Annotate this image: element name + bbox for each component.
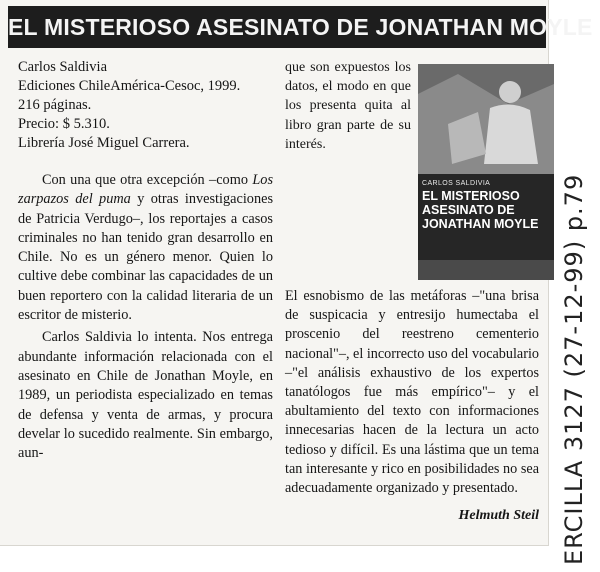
paragraph-2: Carlos Saldivia lo intenta. Nos entrega abundante información relacionada con el asesinato en Chile de Jonathan Moyle, en 1989, un periodista especializado en temas de defensa y venta de armas, y procura develar lo sucedido realmente. Sin embargo, aun- [18, 329, 273, 462]
title-banner [8, 6, 593, 48]
book-cover-illustration [418, 64, 554, 280]
book-pages: 216 páginas. [18, 97, 92, 113]
book-reference: Los zarpazos del puma [18, 172, 274, 208]
book-author: Carlos Saldivia [18, 59, 108, 75]
paragraph-4: El esnobismo de las metáforas –"una brisa de suspicacia y entresijo humectaba el proscenio del reestreno cementerio nacional"–, el incorrecto uso del vocabulario –"el análisis exhaustivo de los expertos tanatólogos fue más empírico"– y el abultamiento del texto con informaciones innecesarias hacen de la lectura un acto tedioso y difícil. Es una lástima que un tema tan interesante y rico en posibilidades no sea adecuadamente organizado y presentado. [285, 288, 539, 497]
book-cover-image [418, 64, 554, 280]
article-byline: Helmuth Steil [458, 508, 539, 523]
book-publisher: Ediciones ChileAmérica-Cesoc, 1999. [18, 78, 241, 94]
book-store: Librería José Miguel Carrera. [18, 135, 190, 151]
book-details [18, 58, 278, 153]
handwritten-margin-note: ERCILLA 3127 (27-12-99) p.79 [560, 173, 588, 565]
paragraph-3: que son expuestos los datos, el modo en que los presenta quita al libro gran parte de su interés. [285, 60, 411, 152]
paragraph-1: Con una que otra excepción –como Los zarpazos del puma y otras investigaciones de Patricia Verdugo–, los reportajes a casos criminales no han tenido gran desarrollo en Chile. No es un género menor. Quien lo cultive debe combinar las capacidades de un buen reportero con la calidad literaria de un escritor de misterio. [18, 172, 274, 324]
book-price: Precio: $ 5.310. [18, 116, 110, 132]
cover-title: EL MISTERIOSO ASESINATO DE JONATHAN MOYLE [422, 189, 539, 231]
left-column [18, 171, 273, 463]
cover-author: CARLOS SALDIVIA [422, 180, 491, 187]
article-title: EL MISTERIOSO ASESINATO DE JONATHAN MOYLE [8, 14, 593, 40]
